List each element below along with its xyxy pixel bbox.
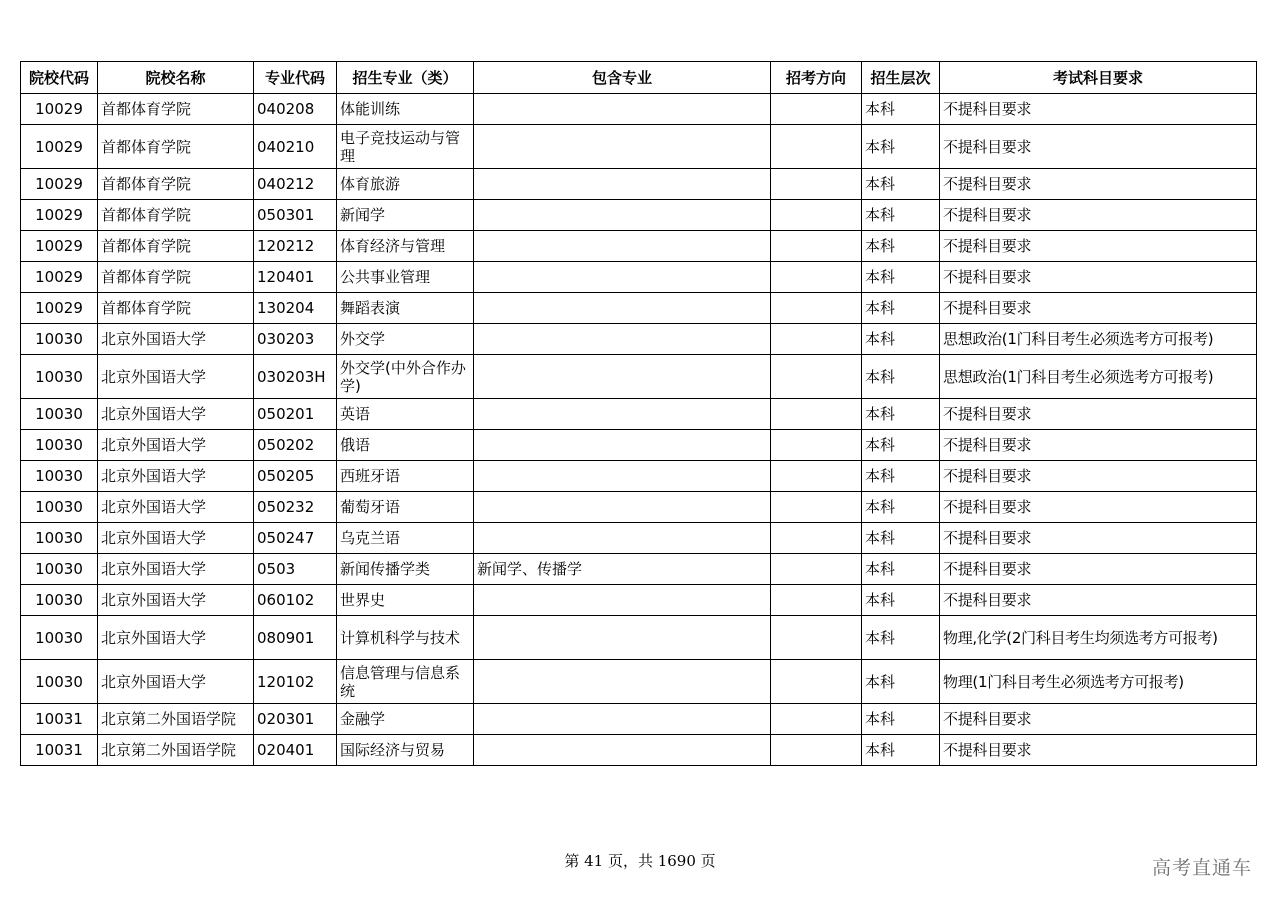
cell-direction — [771, 293, 862, 324]
cell-major: 电子竞技运动与管理 — [337, 125, 474, 169]
cell-requirement: 不提科目要求 — [940, 125, 1257, 169]
header-includes: 包含专业 — [474, 62, 771, 94]
cell-school-code: 10029 — [21, 125, 98, 169]
table-row — [21, 523, 1257, 554]
cell-level: 本科 — [862, 293, 940, 324]
cell-school-code: 10030 — [21, 492, 98, 523]
cell-school-name: 北京外国语大学 — [98, 616, 254, 660]
cell-major: 体育经济与管理 — [337, 231, 474, 262]
cell-direction — [771, 492, 862, 523]
cell-school-code: 10030 — [21, 523, 98, 554]
cell-major: 葡萄牙语 — [337, 492, 474, 523]
cell-school-name: 北京外国语大学 — [98, 430, 254, 461]
cell-direction — [771, 231, 862, 262]
cell-requirement: 不提科目要求 — [940, 200, 1257, 231]
cell-school-code: 10029 — [21, 293, 98, 324]
table-row — [21, 585, 1257, 616]
cell-major-code: 050301 — [254, 200, 337, 231]
cell-direction — [771, 324, 862, 355]
cell-major-code: 050247 — [254, 523, 337, 554]
cell-includes — [474, 200, 771, 231]
cell-requirement: 不提科目要求 — [940, 461, 1257, 492]
cell-level: 本科 — [862, 324, 940, 355]
table-row — [21, 660, 1257, 704]
cell-direction — [771, 399, 862, 430]
cell-level: 本科 — [862, 585, 940, 616]
cell-requirement: 不提科目要求 — [940, 399, 1257, 430]
cell-includes — [474, 585, 771, 616]
cell-requirement: 不提科目要求 — [940, 262, 1257, 293]
cell-level: 本科 — [862, 492, 940, 523]
cell-includes — [474, 94, 771, 125]
cell-direction — [771, 200, 862, 231]
cell-major: 外交学 — [337, 324, 474, 355]
cell-direction — [771, 660, 862, 704]
cell-school-code: 10029 — [21, 94, 98, 125]
cell-includes: 新闻学、传播学 — [474, 554, 771, 585]
table-row — [21, 492, 1257, 523]
cell-direction — [771, 735, 862, 766]
cell-major: 外交学(中外合作办学) — [337, 355, 474, 399]
cell-requirement: 物理(1门科目考生必须选考方可报考) — [940, 660, 1257, 704]
cell-school-name: 首都体育学院 — [98, 200, 254, 231]
table-row — [21, 704, 1257, 735]
cell-major: 新闻学 — [337, 200, 474, 231]
cell-school-name: 北京第二外国语学院 — [98, 704, 254, 735]
cell-major-code: 050232 — [254, 492, 337, 523]
cell-direction — [771, 585, 862, 616]
cell-school-code: 10030 — [21, 461, 98, 492]
cell-school-code: 10031 — [21, 704, 98, 735]
cell-includes — [474, 231, 771, 262]
cell-direction — [771, 523, 862, 554]
cell-school-name: 首都体育学院 — [98, 231, 254, 262]
cell-school-code: 10030 — [21, 660, 98, 704]
cell-level: 本科 — [862, 704, 940, 735]
cell-level: 本科 — [862, 660, 940, 704]
cell-major: 舞蹈表演 — [337, 293, 474, 324]
cell-direction — [771, 355, 862, 399]
cell-major: 国际经济与贸易 — [337, 735, 474, 766]
cell-direction — [771, 616, 862, 660]
table-row — [21, 554, 1257, 585]
cell-requirement: 不提科目要求 — [940, 523, 1257, 554]
cell-school-name: 北京外国语大学 — [98, 585, 254, 616]
cell-direction — [771, 94, 862, 125]
cell-includes — [474, 430, 771, 461]
cell-school-code: 10030 — [21, 324, 98, 355]
cell-major-code: 050201 — [254, 399, 337, 430]
cell-requirement: 思想政治(1门科目考生必须选考方可报考) — [940, 324, 1257, 355]
cell-school-name: 北京外国语大学 — [98, 461, 254, 492]
cell-direction — [771, 125, 862, 169]
cell-includes — [474, 492, 771, 523]
cell-school-name: 首都体育学院 — [98, 125, 254, 169]
cell-includes — [474, 704, 771, 735]
cell-direction — [771, 554, 862, 585]
cell-major: 金融学 — [337, 704, 474, 735]
table-row — [21, 616, 1257, 660]
cell-requirement: 不提科目要求 — [940, 735, 1257, 766]
cell-school-code: 10030 — [21, 554, 98, 585]
cell-requirement: 不提科目要求 — [940, 492, 1257, 523]
cell-direction — [771, 262, 862, 293]
cell-major-code: 130204 — [254, 293, 337, 324]
watermark: 高考直通车 — [1151, 857, 1252, 879]
cell-requirement: 不提科目要求 — [940, 704, 1257, 735]
cell-major-code: 050202 — [254, 430, 337, 461]
cell-requirement: 不提科目要求 — [940, 94, 1257, 125]
table-row — [21, 735, 1257, 766]
table-row — [21, 125, 1257, 169]
cell-major-code: 040208 — [254, 94, 337, 125]
cell-level: 本科 — [862, 461, 940, 492]
cell-includes — [474, 293, 771, 324]
cell-direction — [771, 430, 862, 461]
cell-school-code: 10031 — [21, 735, 98, 766]
table-row — [21, 324, 1257, 355]
cell-major-code: 080901 — [254, 616, 337, 660]
header-row — [21, 62, 1257, 94]
cell-school-name: 首都体育学院 — [98, 293, 254, 324]
cell-requirement: 不提科目要求 — [940, 430, 1257, 461]
cell-level: 本科 — [862, 735, 940, 766]
table-row — [21, 200, 1257, 231]
cell-includes — [474, 262, 771, 293]
cell-requirement: 不提科目要求 — [940, 293, 1257, 324]
cell-school-code: 10030 — [21, 616, 98, 660]
cell-level: 本科 — [862, 94, 940, 125]
cell-level: 本科 — [862, 125, 940, 169]
cell-level: 本科 — [862, 430, 940, 461]
cell-school-code: 10029 — [21, 231, 98, 262]
cell-school-code: 10030 — [21, 585, 98, 616]
cell-school-code: 10029 — [21, 169, 98, 200]
table-row — [21, 94, 1257, 125]
cell-major-code: 120102 — [254, 660, 337, 704]
cell-school-name: 首都体育学院 — [98, 169, 254, 200]
cell-includes — [474, 660, 771, 704]
cell-level: 本科 — [862, 355, 940, 399]
cell-major-code: 020301 — [254, 704, 337, 735]
cell-major-code: 050205 — [254, 461, 337, 492]
cell-requirement: 物理,化学(2门科目考生均须选考方可报考) — [940, 616, 1257, 660]
cell-level: 本科 — [862, 231, 940, 262]
cell-major-code: 030203 — [254, 324, 337, 355]
cell-school-name: 北京外国语大学 — [98, 523, 254, 554]
table-row — [21, 355, 1257, 399]
cell-includes — [474, 735, 771, 766]
cell-major: 公共事业管理 — [337, 262, 474, 293]
cell-major: 乌克兰语 — [337, 523, 474, 554]
cell-school-name: 北京外国语大学 — [98, 554, 254, 585]
cell-school-name: 北京外国语大学 — [98, 492, 254, 523]
table-row — [21, 461, 1257, 492]
table-row — [21, 430, 1257, 461]
cell-includes — [474, 399, 771, 430]
cell-major-code: 040212 — [254, 169, 337, 200]
cell-major: 体育旅游 — [337, 169, 474, 200]
cell-includes — [474, 461, 771, 492]
cell-school-name: 北京外国语大学 — [98, 399, 254, 430]
cell-level: 本科 — [862, 200, 940, 231]
cell-major: 体能训练 — [337, 94, 474, 125]
table-row — [21, 169, 1257, 200]
cell-school-code: 10030 — [21, 399, 98, 430]
cell-school-code: 10030 — [21, 430, 98, 461]
cell-major: 世界史 — [337, 585, 474, 616]
cell-major: 英语 — [337, 399, 474, 430]
cell-major-code: 040210 — [254, 125, 337, 169]
cell-major: 俄语 — [337, 430, 474, 461]
table-row — [21, 399, 1257, 430]
cell-level: 本科 — [862, 616, 940, 660]
cell-school-code: 10029 — [21, 200, 98, 231]
header-school-code: 院校代码 — [21, 62, 98, 94]
cell-requirement: 不提科目要求 — [940, 554, 1257, 585]
cell-school-name: 北京外国语大学 — [98, 324, 254, 355]
cell-direction — [771, 704, 862, 735]
cell-school-code: 10029 — [21, 262, 98, 293]
cell-includes — [474, 125, 771, 169]
cell-school-name: 首都体育学院 — [98, 94, 254, 125]
table-row — [21, 231, 1257, 262]
table-body — [21, 94, 1257, 766]
cell-school-name: 北京第二外国语学院 — [98, 735, 254, 766]
cell-level: 本科 — [862, 523, 940, 554]
cell-major-code: 030203H — [254, 355, 337, 399]
cell-includes — [474, 523, 771, 554]
header-direction: 招考方向 — [771, 62, 862, 94]
cell-direction — [771, 169, 862, 200]
cell-major-code: 120212 — [254, 231, 337, 262]
cell-school-name: 首都体育学院 — [98, 262, 254, 293]
cell-major: 计算机科学与技术 — [337, 616, 474, 660]
cell-requirement: 不提科目要求 — [940, 585, 1257, 616]
cell-major-code: 020401 — [254, 735, 337, 766]
cell-includes — [474, 616, 771, 660]
cell-requirement: 不提科目要求 — [940, 231, 1257, 262]
cell-direction — [771, 461, 862, 492]
cell-requirement: 不提科目要求 — [940, 169, 1257, 200]
cell-school-name: 北京外国语大学 — [98, 660, 254, 704]
cell-includes — [474, 324, 771, 355]
cell-school-code: 10030 — [21, 355, 98, 399]
cell-level: 本科 — [862, 399, 940, 430]
header-requirement: 考试科目要求 — [940, 62, 1257, 94]
cell-level: 本科 — [862, 554, 940, 585]
cell-major: 西班牙语 — [337, 461, 474, 492]
cell-major-code: 120401 — [254, 262, 337, 293]
table-row — [21, 293, 1257, 324]
cell-level: 本科 — [862, 262, 940, 293]
cell-level: 本科 — [862, 169, 940, 200]
page-number: 第 41 页，共 1690 页 — [564, 852, 716, 870]
header-school-name: 院校名称 — [98, 62, 254, 94]
admissions-table — [20, 61, 1257, 766]
table-row — [21, 262, 1257, 293]
header-level: 招生层次 — [862, 62, 940, 94]
cell-major-code: 0503 — [254, 554, 337, 585]
cell-major: 新闻传播学类 — [337, 554, 474, 585]
cell-includes — [474, 169, 771, 200]
header-major: 招生专业（类） — [337, 62, 474, 94]
cell-major: 信息管理与信息系统 — [337, 660, 474, 704]
header-major-code: 专业代码 — [254, 62, 337, 94]
cell-school-name: 北京外国语大学 — [98, 355, 254, 399]
cell-major-code: 060102 — [254, 585, 337, 616]
cell-requirement: 思想政治(1门科目考生必须选考方可报考) — [940, 355, 1257, 399]
cell-includes — [474, 355, 771, 399]
